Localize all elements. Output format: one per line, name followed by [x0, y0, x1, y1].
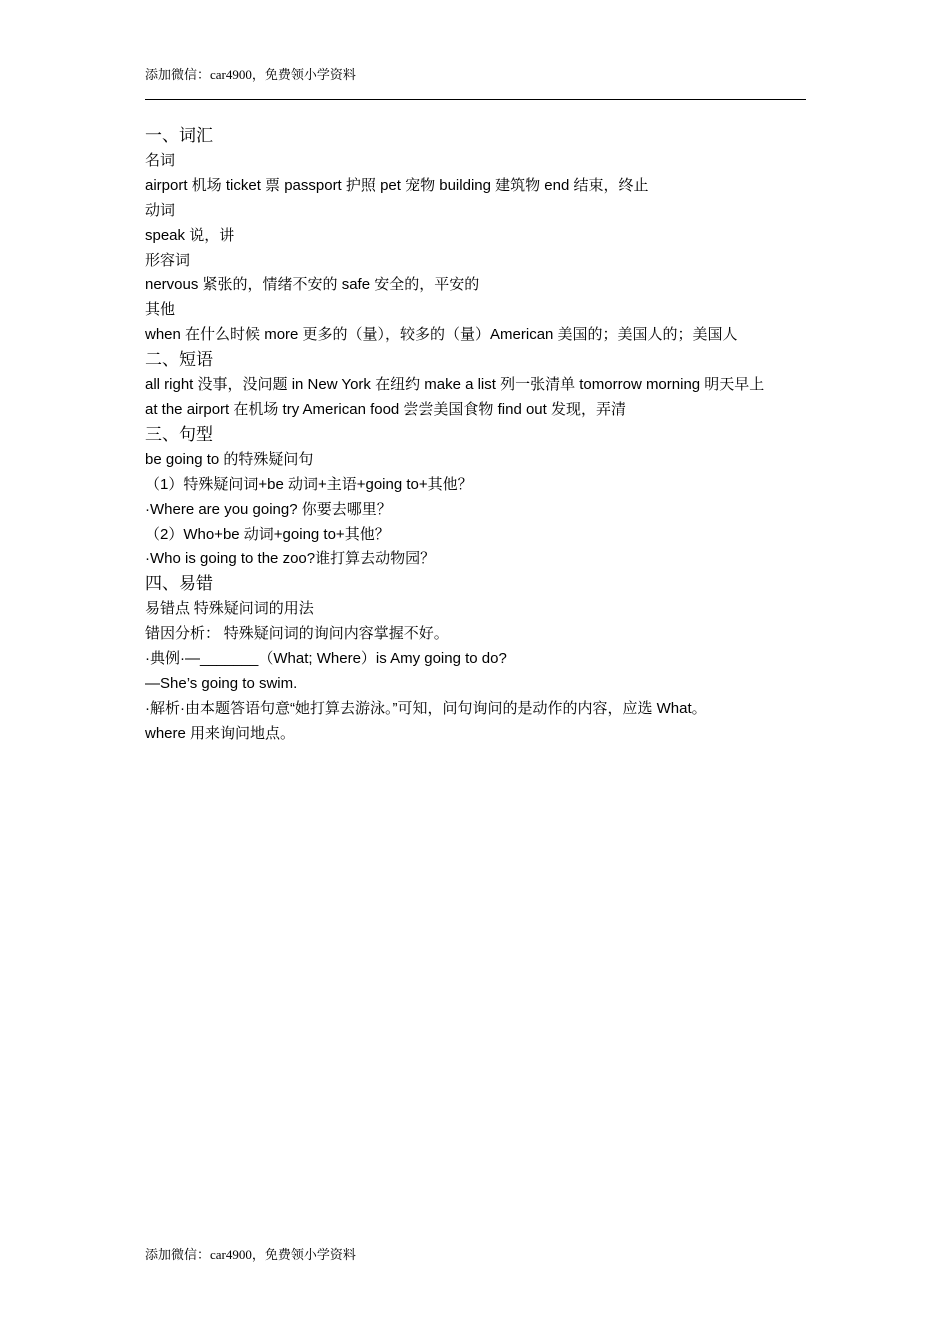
- phrases-line-1: all right 没事，没问题 in New York 在纽约 make a list 列一张清单 tomorrow morning 明天早上: [145, 376, 765, 394]
- error-cause: 错因分析： 特殊疑问词的询问内容掌握不好。: [145, 626, 449, 643]
- verbs-line: speak 说，讲: [145, 226, 235, 244]
- adjectives-line: nervous 紧张的，情绪不安的 safe 安全的，平安的: [145, 276, 480, 294]
- subheading-adjectives: 形容词: [145, 252, 191, 269]
- example-answer: —She’s going to swim.: [145, 674, 298, 692]
- document-body: [145, 124, 807, 747]
- section-heading-common-errors: 四、易错: [145, 574, 213, 594]
- phrases-line-2: at the airport 在机场 try American food 尝尝美国食物 find out 发现，弄清: [145, 400, 626, 418]
- nouns-line: airport 机场 ticket 票 passport 护照 pet 宠物 building 建筑物 end 结束，终止: [145, 176, 649, 194]
- analysis-line-2: where 用来询问地点。: [145, 724, 296, 742]
- page-header-text: 添加微信：car4900，免费领小学资料: [145, 67, 356, 82]
- pattern-intro: be going to 的特殊疑问句: [145, 450, 314, 468]
- section-heading-sentence-patterns: 三、句型: [145, 424, 213, 444]
- pattern-rule-2: （2）Who+be 动词+going to+其他？: [145, 525, 390, 543]
- page-footer-text: 添加微信：car4900，免费领小学资料: [145, 1247, 356, 1262]
- pattern-rule-1: （1）特殊疑问词+be 动词+主语+going to+其他？: [145, 475, 473, 493]
- header-divider: [145, 99, 806, 100]
- analysis-line-1: ·解析·由本题答语句意“她打算去游泳。”可知，问句询问的是动作的内容，应选 What。: [145, 699, 707, 717]
- example-question: ·典例·—_______（What; Where）is Amy going to do?: [145, 650, 507, 668]
- error-point: 易错点 特殊疑问词的用法: [145, 601, 314, 618]
- pattern-example-2: ·Who is going to the zoo?谁打算去动物园？: [145, 550, 436, 568]
- subheading-verbs: 动词: [145, 202, 176, 219]
- subheading-nouns: 名词: [145, 152, 176, 169]
- pattern-example-1: ·Where are you going? 你要去哪里？: [145, 500, 392, 518]
- section-heading-phrases: 二、短语: [145, 350, 213, 370]
- section-heading-vocabulary: 一、词汇: [145, 126, 213, 145]
- subheading-others: 其他: [145, 302, 176, 319]
- others-line: when 在什么时候 more 更多的（量），较多的（量）American 美国的；美国人的；美国人: [145, 326, 738, 344]
